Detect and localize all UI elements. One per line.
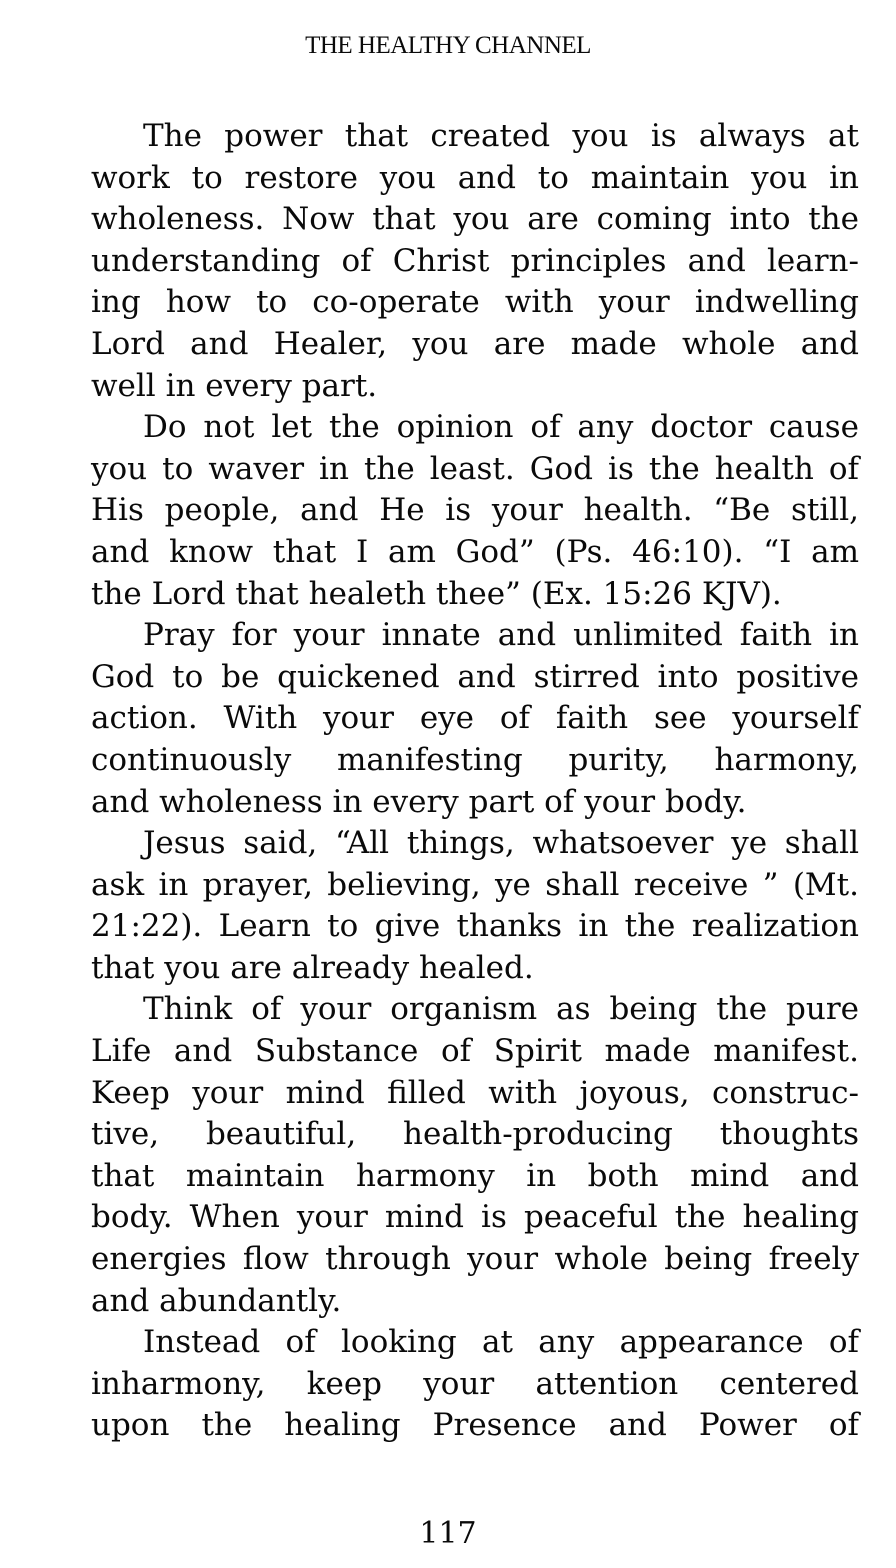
text-line: well in every part. xyxy=(91,367,378,404)
text-line: body. When your mind is peaceful the healing xyxy=(91,1199,859,1236)
text-line: continuously manifesting purity, harmony, xyxy=(91,741,859,778)
text-line: Think of your organism as being the pure xyxy=(143,991,859,1028)
text-line: inharmony, keep your attention centered xyxy=(91,1365,859,1402)
text-line: Jesus said, “All things, whatsoever ye shall xyxy=(143,825,859,862)
text-line: upon the healing Presence and Power of xyxy=(91,1407,859,1444)
running-head: THE HEALTHY CHANNEL xyxy=(305,32,591,59)
text-line: ask in prayer, believing, ye shall receive ” (Mt. xyxy=(91,866,859,903)
text-line: His people, and He is your health. “Be still, xyxy=(91,492,859,529)
text-line: Do not let the opinion of any doctor cause xyxy=(143,409,859,446)
text-line: God to be quickened and stirred into positive xyxy=(91,658,859,695)
text-line: and abundantly. xyxy=(91,1282,342,1319)
page-number: 117 xyxy=(419,1516,477,1551)
text-line: that you are already healed. xyxy=(91,949,534,986)
text-line: The power that created you is always at xyxy=(143,118,859,154)
text-line: Life and Substance of Spirit made manifest. xyxy=(91,1033,859,1070)
text-line: Lord and Healer, you are made whole and xyxy=(91,325,859,362)
text-line: action. With your eye of faith see yourself xyxy=(91,700,859,737)
text-line: wholeness. Now that you are coming into the xyxy=(91,201,859,238)
text-line: and wholeness in every part of your body. xyxy=(91,783,747,820)
text-line: understanding of Christ principles and learn- xyxy=(91,242,859,279)
text-line: ing how to co-operate with your indwelling xyxy=(91,284,859,321)
text-line: the Lord that healeth thee” (Ex. 15:26 KJV). xyxy=(91,575,782,612)
text-line: 21:22). Learn to give thanks in the realization xyxy=(91,908,859,945)
text-line: Keep your mind filled with joyous, construc- xyxy=(91,1074,859,1111)
text-line: work to restore you and to maintain you in xyxy=(91,159,859,196)
text-line: Pray for your innate and unlimited faith in xyxy=(143,617,859,654)
text-line: Instead of looking at any appearance of xyxy=(143,1324,859,1361)
text-line: energies flow through your whole being freely xyxy=(91,1241,859,1278)
text-line: tive, beautiful, health-producing thoughts xyxy=(91,1116,859,1153)
body-text xyxy=(91,116,859,1447)
text-line: that maintain harmony in both mind and xyxy=(91,1157,859,1194)
text-line: you to waver in the least. God is the health of xyxy=(91,450,859,487)
text-line: and know that I am God” (Ps. 46:10). “I am xyxy=(91,533,859,570)
